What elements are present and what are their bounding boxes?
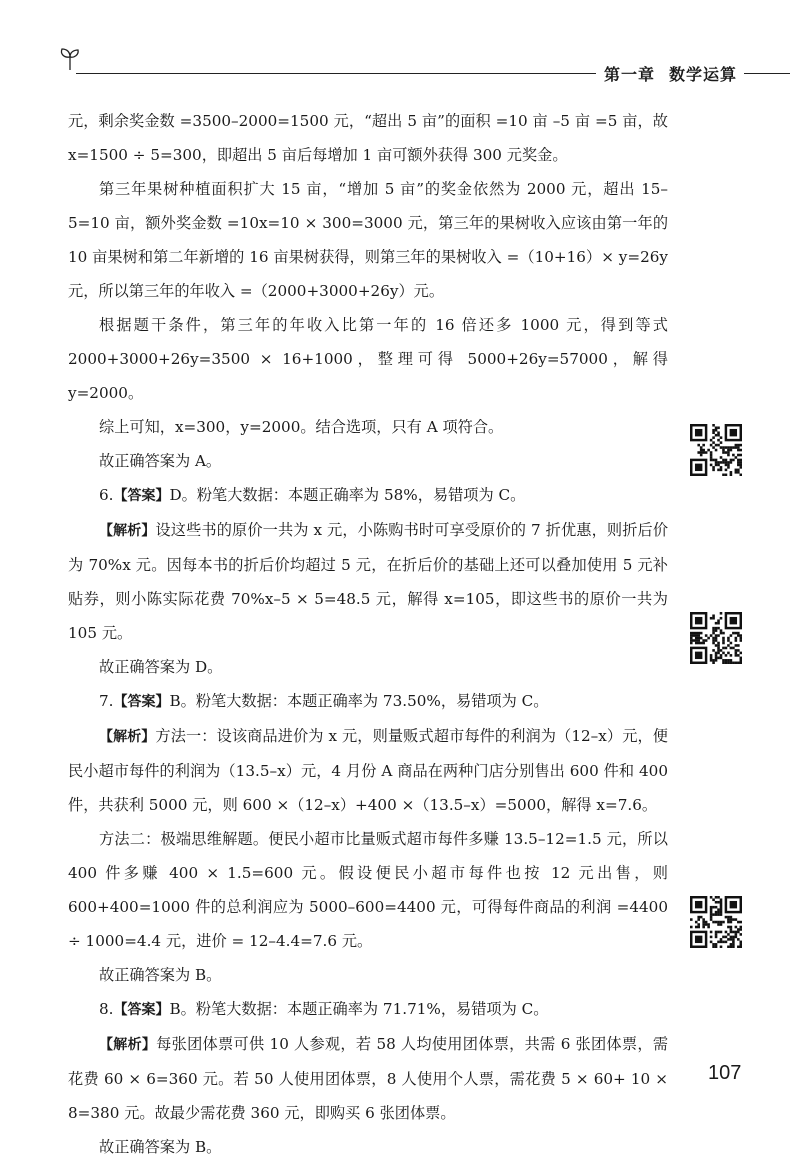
paragraph: 故正确答案为 D。 — [99, 658, 223, 676]
qr-code-icon[interactable] — [690, 896, 742, 948]
chapter-title — [604, 62, 737, 85]
paragraph: 故正确答案为 B。 — [99, 1138, 222, 1156]
paragraph: 第三年果树种植面积扩大 15 亩，“增加 5 亩”的奖金依然为 2000 元，超出 15–5=10 亩，额外奖金数 =10x=10 × 300=3000 元，第三年的果树收入应该由第一年的 10 亩果树和第二年新增的 16 亩果树获得，则第三年的果树收入 =（10+16）× y=26y 元，所以第三年的年收入 =（2000+3000+26y）元。 — [68, 180, 668, 300]
question-8-answer: 8.【答案】B。粉笔大数据：本题正确率为 71.71%，易错项为 C。 — [99, 1000, 549, 1018]
qr-code-icon[interactable] — [690, 612, 742, 664]
paragraph: 故正确答案为 B。 — [99, 966, 222, 984]
page-body — [68, 104, 668, 1164]
qr-code-icon[interactable] — [690, 424, 742, 476]
question-8-analysis: 【解析】每张团体票可供 10 人参观，若 58 人均使用团体票，共需 6 张团体票，需花费 60 × 6=360 元。若 50 人使用团体票，8 人使用个人票，需花费 5 × 60+ 10 × 8=380 元。故最少需花费 360 元，即购买 6 张团体票。 — [68, 1035, 669, 1122]
paragraph: 故正确答案为 A。 — [99, 452, 222, 470]
paragraph: 方法二：极端思维解题。便民小超市比量贩式超市每件多赚 13.5–12=1.5 元，所以 400 件多赚 400 × 1.5=600 元。假设便民小超市每件也按 12 元出售，则 600+400=1000 件的总利润应为 5000–600=4400 元，可得每件商品的利润 =4400 ÷ 1000=4.4 元，进价 = 12–4.4=7.6 元。 — [68, 830, 668, 950]
paragraph: 根据题干条件，第三年的年收入比第一年的 16 倍还多 1000 元，得到等式 2000+3000+26y=3500 × 16+1000，整理可得 5000+26y=57000，解得 y=2000。 — [68, 316, 668, 402]
chapter-name: 数学运算 — [669, 65, 738, 84]
header-rule — [76, 73, 596, 74]
paragraph: 综上可知，x=300，y=2000。结合选项，只有 A 项符合。 — [99, 418, 504, 436]
question-7-analysis: 【解析】方法一：设该商品进价为 x 元，则量贩式超市每件的利润为（12–x）元，便民小超市每件的利润为（13.5–x）元，4 月份 A 商品在两种门店分别售出 600 件和 400 件，共获利 5000 元，则 600 ×（12–x）+400 ×（13.5–x）=5000，解得 x=7.6。 — [68, 727, 668, 814]
question-7-answer: 7.【答案】B。粉笔大数据：本题正确率为 73.50%，易错项为 C。 — [99, 692, 549, 710]
page-header — [0, 0, 800, 90]
question-6-answer: 6.【答案】D。粉笔大数据：本题正确率为 58%，易错项为 C。 — [99, 486, 526, 504]
page-number: 107 — [708, 1062, 742, 1084]
header-rule-right — [744, 73, 790, 74]
question-6-analysis: 【解析】设这些书的原价一共为 x 元，小陈购书时可享受原价的 7 折优惠，则折后价为 70%x 元。因每本书的折后价均超过 5 元，在折后价的基础上还可以叠加使用 5 元补贴券，则小陈实际花费 70%x–5 × 5=48.5 元，解得 x=105，即这些书的原价一共为 105 元。 — [68, 521, 669, 642]
chapter-number: 第一章 — [604, 65, 656, 84]
leaf-icon — [58, 46, 82, 72]
paragraph: 元，剩余奖金数 =3500–2000=1500 元，“超出 5 亩”的面积 =10 亩 –5 亩 =5 亩，故 x=1500 ÷ 5=300，即超出 5 亩后每增加 1 亩可额外获得 300 元奖金。 — [68, 112, 668, 164]
